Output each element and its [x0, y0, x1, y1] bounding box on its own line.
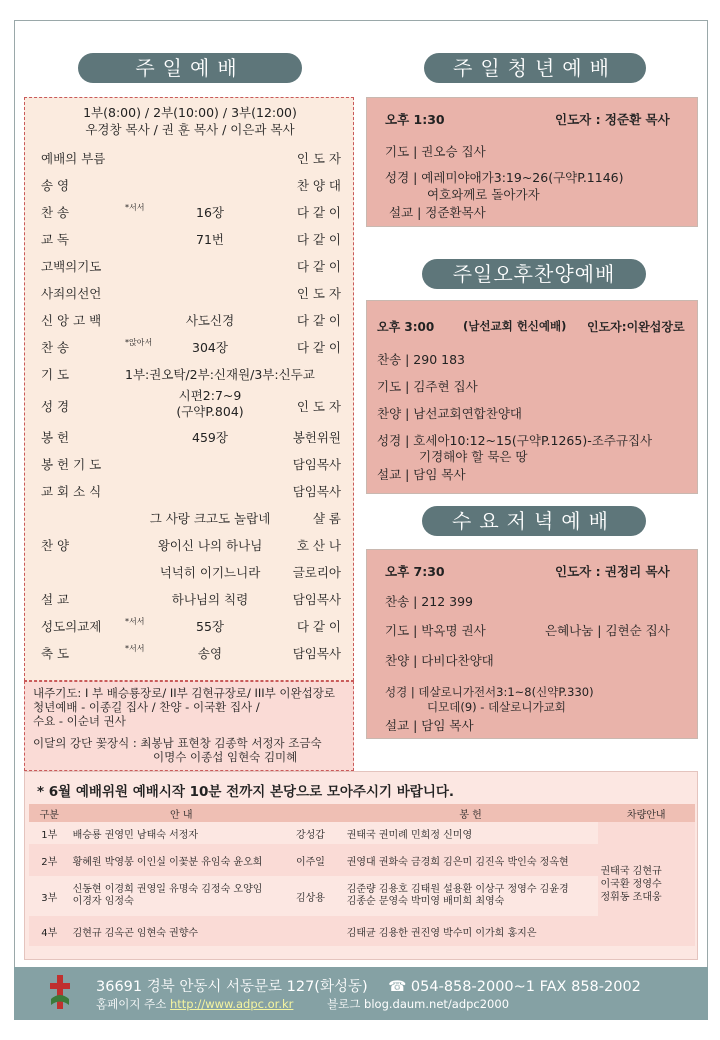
row-service: 3부 — [41, 892, 58, 904]
header-guide: 안 내 — [70, 804, 293, 822]
afternoon-scripture: 성경 | 호세아10:12~15(구약P.1265)-조주규집사 — [377, 433, 653, 448]
row-offering: 권태국 권미례 민희정 신미영 — [346, 829, 473, 841]
church-logo-icon — [48, 973, 72, 1013]
header-blank — [293, 804, 344, 822]
order-label: 사죄의선언 — [41, 286, 102, 301]
order-row — [25, 478, 355, 505]
notice-line: 이명수 이종섭 임현숙 김미혜 — [153, 750, 298, 764]
order-right: 글로리아 — [292, 565, 341, 580]
order-label: 설 교 — [41, 592, 70, 607]
order-row — [25, 361, 355, 388]
row-offering: 권영대 권화숙 금경희 김은미 김진옥 박인숙 정옥현 — [346, 856, 569, 868]
afternoon-leader: 인도자:이완섭장로 — [587, 320, 685, 334]
row-guide: 김현규 김옥곤 임현숙 권향수 — [72, 927, 199, 939]
footer-phone: ☎ 054-858-2000~1 FAX 858-2002 — [388, 979, 641, 995]
order-item: 왕이신 나의 하나님 — [157, 538, 263, 553]
order-row — [25, 613, 355, 640]
wednesday-sharing: 은혜나눔 | 김현순 집사 — [545, 623, 670, 638]
order-row — [25, 280, 355, 307]
order-right: 인 도 자 — [296, 286, 341, 301]
order-label: 봉 헌 기 도 — [41, 457, 102, 472]
youth-worship-box — [366, 97, 698, 227]
order-row — [25, 226, 355, 253]
order-right: 인 도 자 — [296, 399, 341, 414]
times-line: 1부(8:00) / 2부(10:00) / 3부(12:00) — [83, 105, 297, 120]
order-right: 담임목사 — [292, 484, 341, 499]
order-note: *서서 — [125, 617, 145, 626]
pastors-line: 우경창 목사 / 권 훈 목사 / 이은과 목사 — [85, 122, 295, 137]
row-guide: 배승룡 권영민 남태숙 서정자 — [72, 829, 199, 841]
order-note: *앉아서 — [125, 338, 153, 347]
order-right: 다 같 이 — [296, 232, 341, 247]
footer-address: 36691 경북 안동시 서동문로 127(화성동) — [96, 979, 368, 995]
blog-address: 블로그 blog.daum.net/adpc2000 — [327, 997, 510, 1011]
order-item: 459장 — [192, 430, 228, 445]
notice-box — [24, 681, 354, 771]
row-guide: 황혜원 박영봉 이인실 이꽃분 유임숙 윤오희 — [72, 856, 263, 868]
row-mid — [293, 916, 344, 946]
order-label: 성 경 — [41, 399, 70, 414]
order-label: 찬 양 — [41, 538, 70, 553]
order-item: 시편2:7~9 (구약P.804) — [176, 388, 244, 419]
youth-leader: 인도자 : 정준환 목사 — [555, 112, 670, 127]
wednesday-hymn: 찬송 | 212 399 — [385, 594, 473, 609]
afternoon-worship-title: 주일오후찬양예배 — [422, 259, 646, 289]
order-right: 다 같 이 — [296, 619, 341, 634]
order-item: 그 사랑 크고도 놀랍네 — [149, 511, 271, 526]
order-note: *서서 — [125, 644, 145, 653]
order-note: *서서 — [125, 203, 145, 212]
order-label: 봉 헌 — [41, 430, 70, 445]
order-item: 하나님의 칙령 — [171, 592, 249, 607]
main-worship-title: 주일예배 — [78, 53, 302, 83]
row-offering: 김태균 김용한 권진영 박수미 이가희 홍지은 — [346, 927, 537, 939]
order-right: 샬 롬 — [312, 511, 341, 526]
afternoon-scripture-title: 기경해야 할 묵은 땅 — [419, 449, 528, 464]
homepage-link[interactable]: http://www.adpc.or.kr — [169, 997, 294, 1011]
order-right: 다 같 이 — [296, 340, 341, 355]
order-label: 찬 송 — [41, 340, 70, 355]
order-item: 304장 — [192, 340, 228, 355]
order-row — [25, 424, 355, 451]
wednesday-prayer: 기도 | 박옥명 권사 — [385, 623, 486, 638]
homepage-label: 홈페이지 주소 — [96, 997, 167, 1011]
row-service: 4부 — [41, 927, 58, 939]
row-guide: 신동현 이경희 권영일 유명숙 김정숙 오양임 이경자 임정숙 — [72, 884, 263, 907]
order-right: 봉헌위원 — [292, 430, 341, 445]
wednesday-leader: 인도자 : 권정리 목사 — [555, 564, 670, 579]
order-item: 넉넉히 이기느니라 — [159, 565, 261, 580]
order-row — [25, 532, 355, 559]
order-item: 1부:권오탁/2부:신재원/3부:신두교 — [125, 367, 315, 382]
afternoon-prayer: 기도 | 김주현 집사 — [377, 379, 478, 394]
order-label: 예배의 부름 — [41, 151, 106, 166]
youth-scripture: 성경 | 예레미야애가3:19~26(구약P.1146) — [385, 170, 624, 185]
row-service: 2부 — [41, 856, 58, 868]
wednesday-praise: 찬양 | 다비다찬양대 — [385, 653, 494, 668]
order-row — [25, 253, 355, 280]
row-service: 1부 — [41, 829, 58, 841]
order-row — [25, 334, 355, 361]
row-offering: 김준량 김용호 김태원 설용환 이상구 정영수 김윤경 김종순 문영숙 박미영 배미희 최영숙 — [346, 884, 569, 907]
youth-sermon: 설교 | 정준환목사 — [389, 205, 486, 220]
order-right: 다 같 이 — [296, 259, 341, 274]
youth-scripture-title: 여호와께로 돌아가자 — [427, 187, 540, 202]
notice-line: 내주기도: I 부 배승룡장로/ II부 김현규장로/ III부 이완섭장로 — [33, 686, 335, 700]
order-item: 16장 — [196, 205, 224, 220]
order-row — [25, 145, 355, 172]
order-label: 교 독 — [41, 232, 70, 247]
order-right: 다 같 이 — [296, 313, 341, 328]
order-right: 담임목사 — [292, 457, 341, 472]
youth-prayer: 기도 | 권오승 집사 — [385, 144, 486, 159]
order-row — [25, 307, 355, 334]
row-mid: 강성갑 — [295, 829, 325, 841]
service-times — [25, 104, 355, 138]
order-label: 축 도 — [41, 646, 70, 661]
order-right: 담임목사 — [292, 592, 341, 607]
order-label: 고백의기도 — [41, 259, 102, 274]
order-row — [25, 586, 355, 613]
youth-time: 오후 1:30 — [385, 112, 445, 127]
footer-contact — [96, 975, 641, 996]
wednesday-scripture-title: 디모데(9) - 데살로니가교회 — [427, 700, 566, 714]
order-item: 사도신경 — [185, 313, 235, 328]
afternoon-worship-box — [366, 300, 698, 494]
order-row — [25, 505, 355, 532]
notice-line: 수요 - 이순녀 권사 — [33, 714, 126, 728]
volunteers-title: * 6월 예배위원 예배시작 10분 전까지 본당으로 모아주시기 바랍니다. — [37, 784, 455, 800]
order-label: 찬 송 — [41, 205, 70, 220]
order-row — [25, 451, 355, 478]
volunteers-table — [29, 804, 695, 946]
vehicle-guide: 권태국 김현규 이국환 정영수 정휘동 조대웅 — [598, 822, 696, 946]
wednesday-time: 오후 7:30 — [385, 564, 445, 579]
order-item: 송영 — [197, 646, 223, 661]
order-label: 송 영 — [41, 178, 70, 193]
wednesday-worship-box — [366, 549, 698, 739]
order-row — [25, 559, 355, 586]
wednesday-scripture: 성경 | 데살로니가전서3:1~8(신약P.330) — [385, 685, 594, 699]
order-label: 기 도 — [41, 367, 70, 382]
main-worship-order — [24, 97, 354, 681]
order-row — [25, 172, 355, 199]
order-label: 신 앙 고 백 — [41, 313, 102, 328]
row-mid: 이주일 — [295, 856, 325, 868]
order-item: 71번 — [196, 232, 224, 247]
order-right: 다 같 이 — [296, 205, 341, 220]
afternoon-praise: 찬양 | 남선교회연합찬양대 — [377, 406, 522, 421]
order-row — [25, 199, 355, 226]
notice-line: 청년예배 - 이종길 집사 / 찬양 - 이국환 집사 / — [33, 700, 260, 714]
wednesday-sermon: 설교 | 담임 목사 — [385, 718, 474, 733]
wednesday-worship-title: 수요저녁예배 — [422, 506, 646, 536]
afternoon-sermon: 설교 | 담임 목사 — [377, 467, 466, 482]
order-label: 성도의교제 — [41, 619, 102, 634]
header-service: 구분 — [29, 804, 70, 822]
order-row — [25, 388, 355, 424]
order-label: 교 회 소 식 — [41, 484, 102, 499]
afternoon-hymn: 찬송 | 290 183 — [377, 352, 465, 367]
order-right: 찬 양 대 — [296, 178, 341, 193]
footer-links — [96, 996, 509, 1012]
youth-worship-title: 주일청년예배 — [424, 53, 646, 83]
header-vehicle: 차량안내 — [598, 804, 696, 822]
header-offering: 봉 헌 — [344, 804, 598, 822]
row-mid: 김상용 — [295, 892, 325, 904]
afternoon-time: 오후 3:00 — [377, 320, 435, 334]
afternoon-special: (남선교회 헌신예배) — [463, 319, 567, 333]
order-right: 인 도 자 — [296, 151, 341, 166]
order-right: 담임목사 — [292, 646, 341, 661]
notice-line: 이달의 강단 꽃장식 : 최봉남 표현창 김종학 서정자 조금숙 — [33, 736, 322, 750]
order-right: 호 산 나 — [296, 538, 341, 553]
footer — [14, 967, 708, 1020]
volunteers-box — [24, 771, 698, 960]
order-row — [25, 640, 355, 667]
order-item: 55장 — [196, 619, 224, 634]
